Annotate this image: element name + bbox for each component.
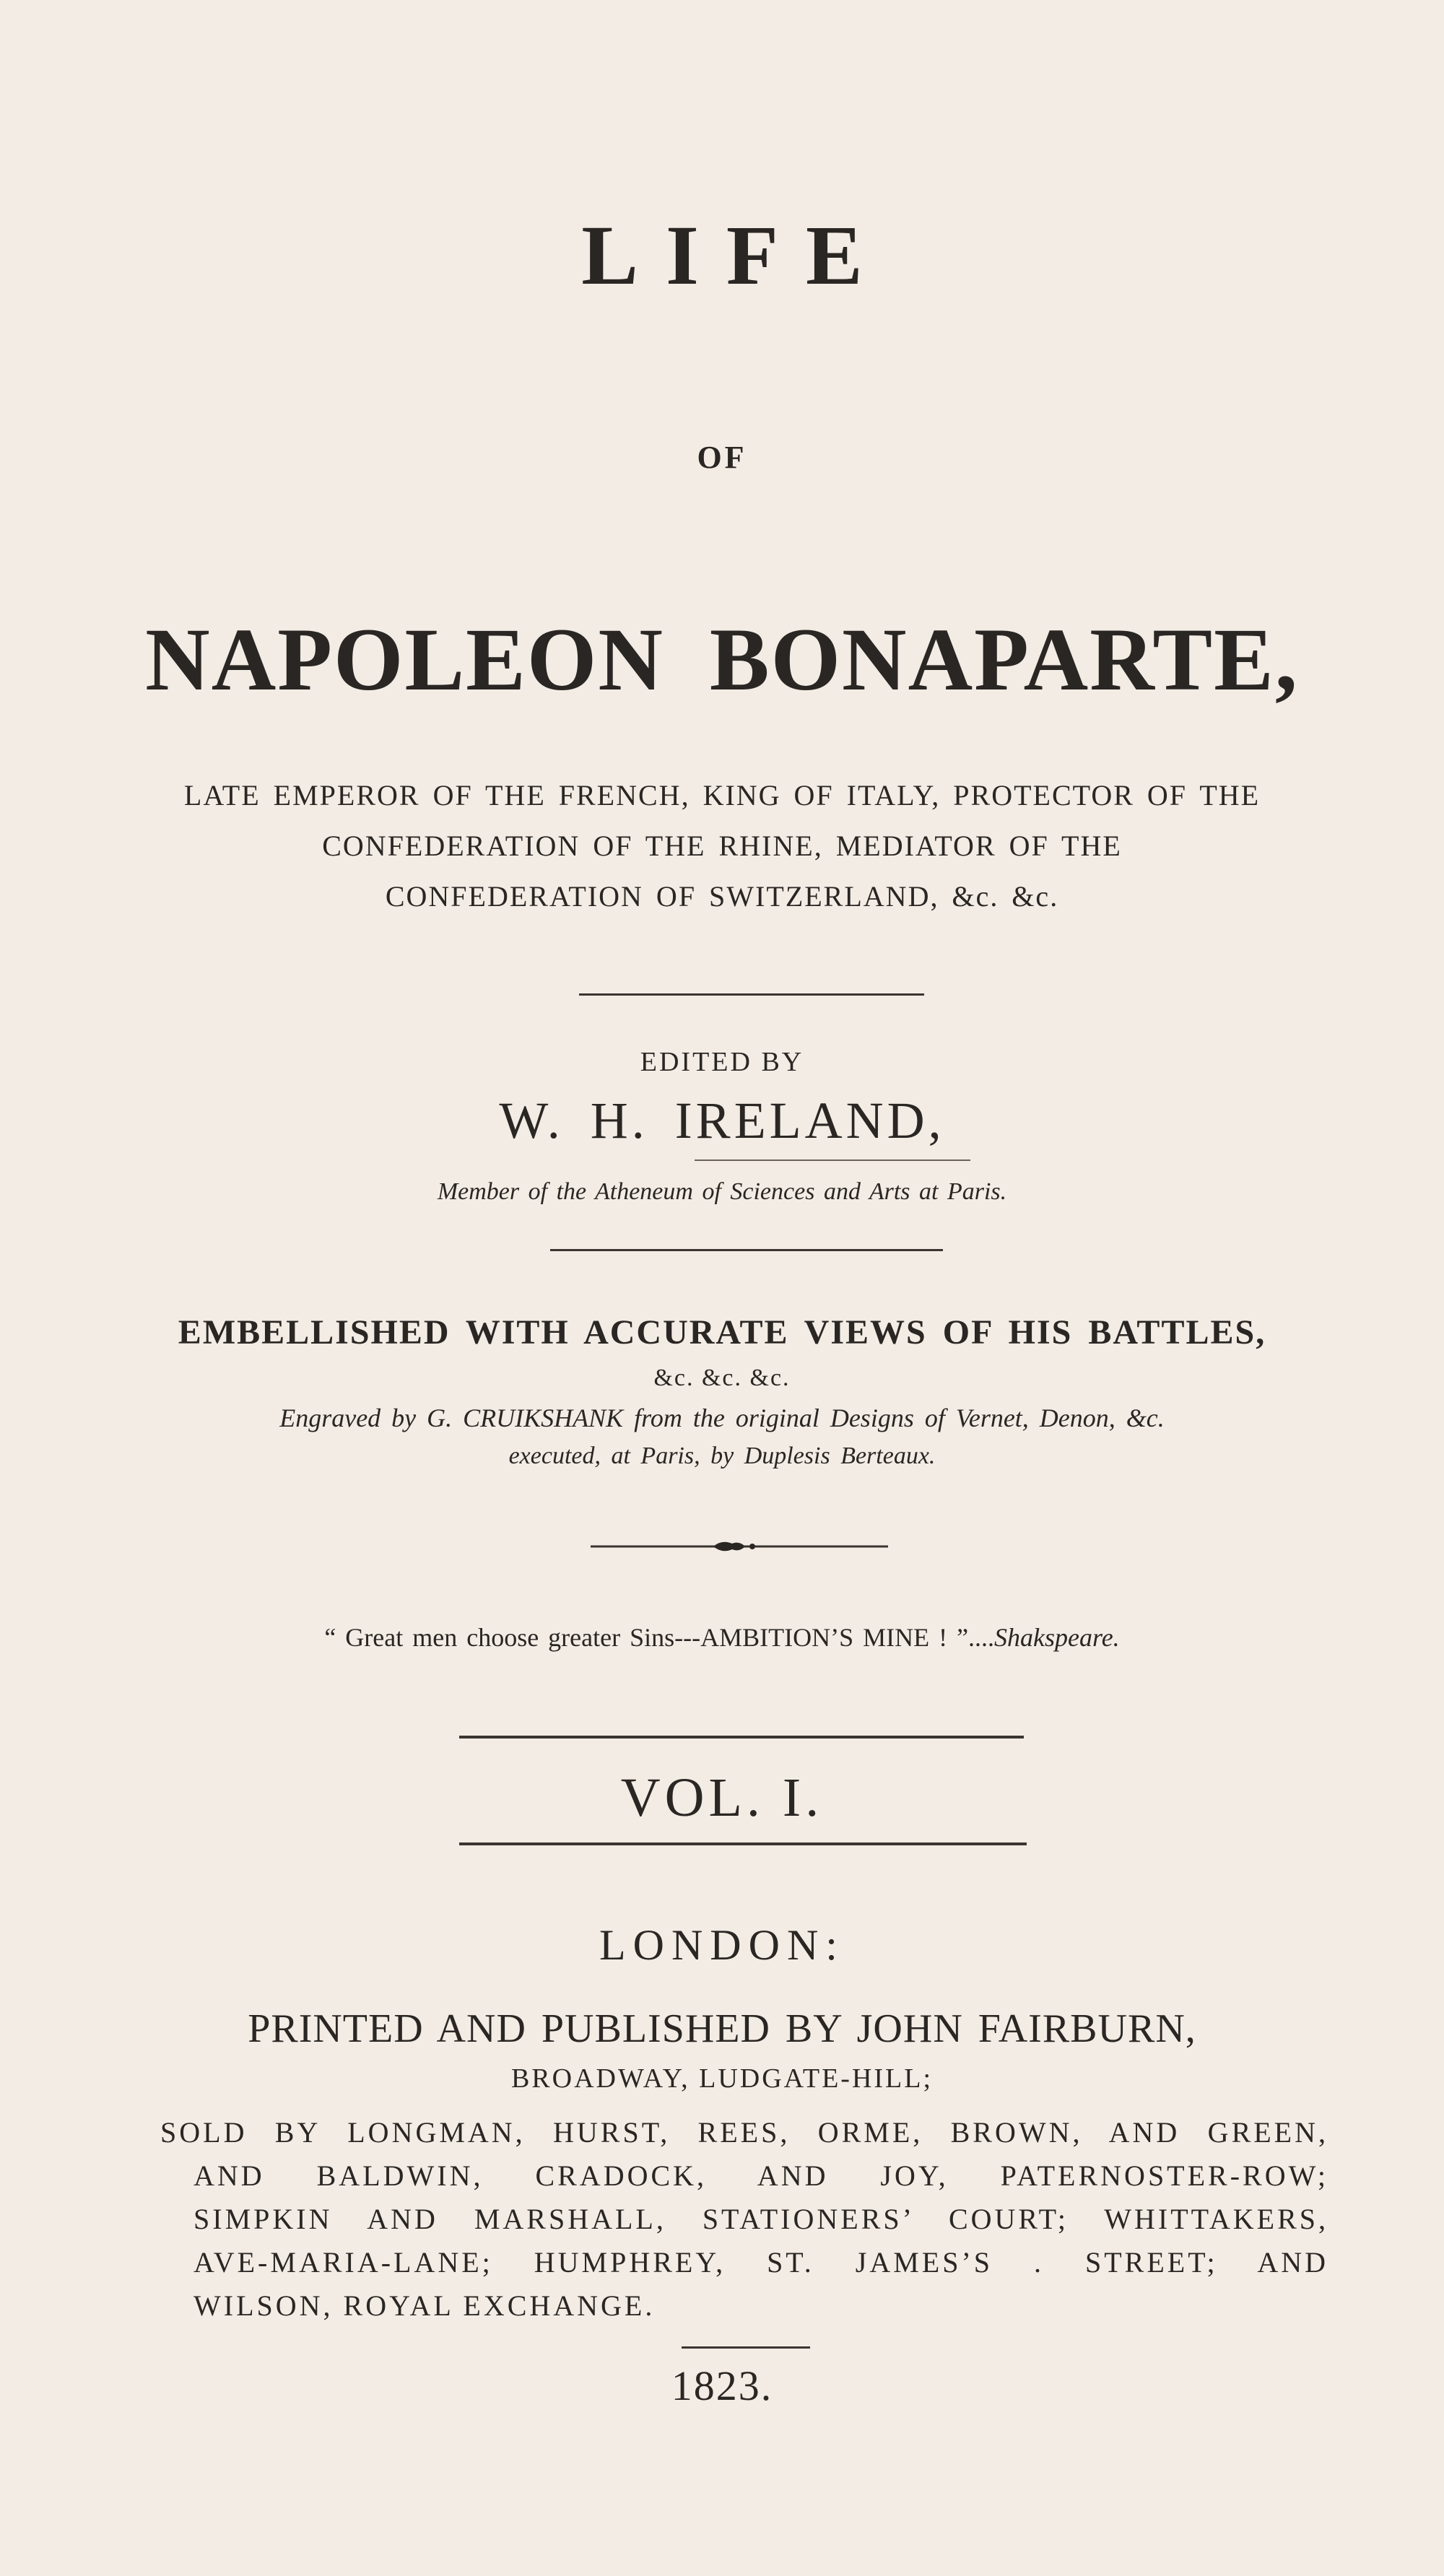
embellishment-heading: EMBELLISHED WITH ACCURATE VIEWS OF HIS BATTLES, (178, 1313, 1266, 1352)
divider-rule (459, 1842, 1027, 1845)
epigraph-quote (0, 1624, 1444, 1650)
epigraph-attribution: Shakspeare. (994, 1623, 1120, 1652)
divider-rule (682, 2346, 810, 2349)
sellers-line-2: AND BALDWIN, CRADOCK, AND JOY, PATERNOSTER-ROW; (193, 2159, 1328, 2192)
imprint-address: BROADWAY, LUDGATE-HILL; (510, 2063, 934, 2094)
styles-line-2: CONFEDERATION OF THE RHINE, MEDIATOR OF THE (322, 830, 1122, 862)
imprint-publisher: PRINTED AND PUBLISHED BY JOHN FAIRBURN, (248, 2006, 1196, 2051)
divider-rule (579, 993, 924, 996)
title-of: OF (697, 440, 747, 475)
execution-credit: executed, at Paris, by Duplesis Berteaux. (508, 1443, 936, 1469)
editor-underline (695, 1159, 970, 1161)
styles-line-1: LATE EMPEROR OF THE FRENCH, KING OF ITALY, PROTECTOR OF THE (183, 779, 1261, 811)
sellers-line-4: AVE-MARIA-LANE; HUMPHREY, ST. JAMES’S . STREET; AND (193, 2246, 1328, 2279)
volume-number: VOL. I. (620, 1767, 824, 1828)
editor-membership: Member of the Atheneum of Sciences and Arts at Paris. (437, 1178, 1007, 1205)
sellers-line-5: WILSON, ROYAL EXCHANGE. (193, 2289, 656, 2322)
divider-rule (459, 1736, 1024, 1739)
edited-by-label: EDITED BY (640, 1047, 804, 1077)
imprint-city: LONDON: (599, 1921, 845, 1969)
embellishment-etc: &c. &c. &c. (653, 1365, 791, 1391)
ornament-divider-icon (591, 1538, 888, 1555)
title-life: LIFE (581, 208, 890, 303)
divider-rule (550, 1249, 943, 1251)
epigraph-text: “ Great men choose greater Sins---AMBITION’S MINE ! ”.... (324, 1623, 995, 1652)
publication-year: 1823. (671, 2362, 773, 2409)
styles-line-3: CONFEDERATION OF SWITZERLAND, &c. &c. (385, 880, 1059, 913)
sellers-line-1: SOLD BY LONGMAN, HURST, REES, ORME, BROWN, AND GREEN, (160, 2116, 1328, 2149)
sellers-line-3: SIMPKIN AND MARSHALL, STATIONERS’ COURT; WHITTAKERS, (193, 2203, 1328, 2235)
engraver-credit: Engraved by G. CRUIKSHANK from the original Designs of Vernet, Denon, &c. (279, 1404, 1165, 1432)
title-subject-name: NAPOLEON BONAPARTE, (145, 610, 1299, 709)
editor-name: W. H. IRELAND, (499, 1092, 945, 1149)
